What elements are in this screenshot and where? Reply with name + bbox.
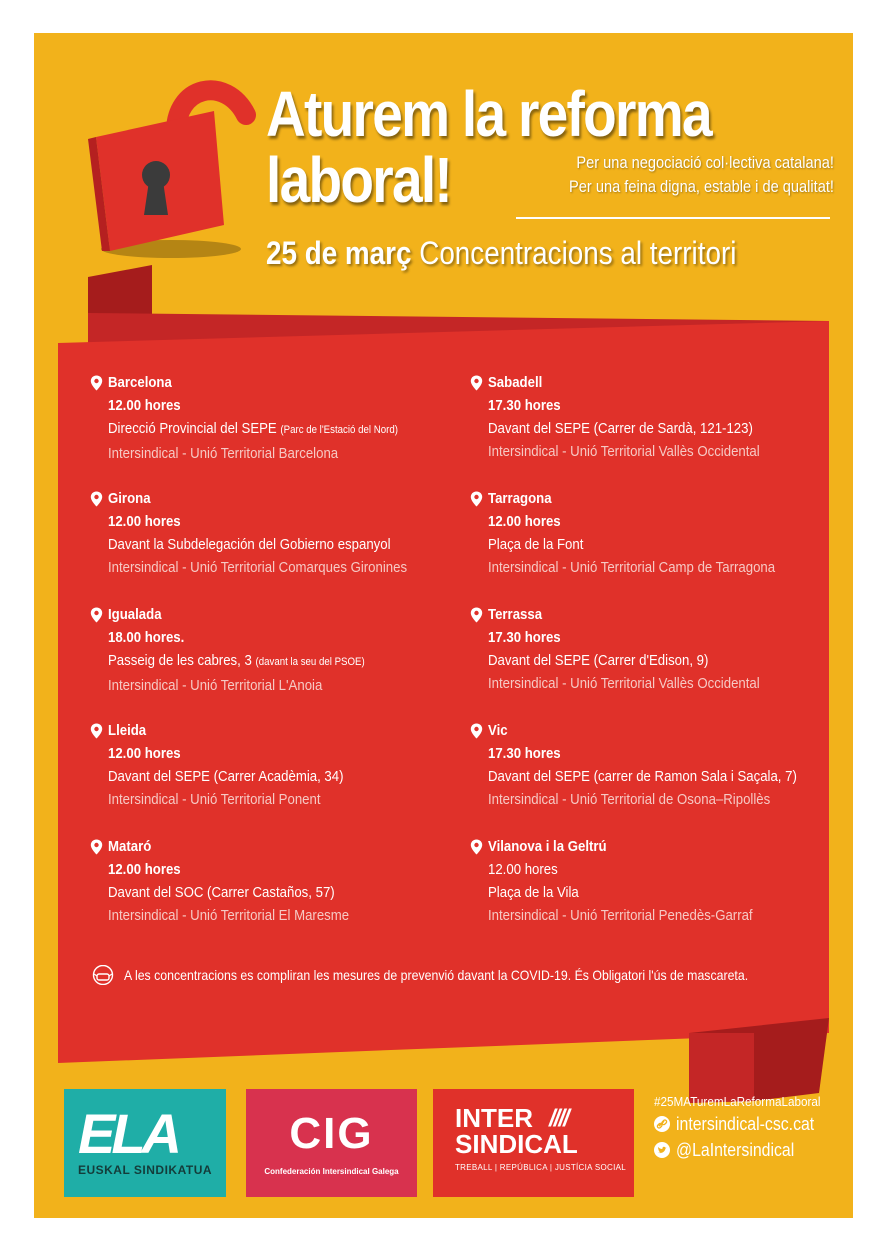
- event-item: [88, 487, 458, 579]
- subtitle-2: Per una feina digna, estable i de qualitat!: [569, 177, 834, 196]
- event-item: [88, 835, 458, 927]
- cig-logo-text: CIG: [289, 1109, 374, 1158]
- event-time: [468, 858, 838, 881]
- event-place-text: Davant del SEPE (Carrer d'Edison, 9): [488, 652, 709, 669]
- intersindical-logo-line-2: SINDICAL: [455, 1129, 578, 1159]
- subtitle-divider: [516, 217, 830, 219]
- event-place-wrap: [488, 417, 753, 440]
- event-city-name: Terrassa: [488, 606, 543, 623]
- location-pin-icon: [470, 491, 483, 507]
- face-mask-icon: [92, 965, 114, 985]
- event-organizer: [88, 674, 458, 697]
- event-place: [468, 765, 838, 788]
- event-place-wrap: [108, 765, 344, 788]
- event-time-text: 12.00 hores: [108, 745, 181, 762]
- event-organizer: [468, 904, 838, 927]
- event-place: [468, 533, 838, 556]
- event-organizer: [468, 556, 838, 579]
- intersindical-logo-subtitle: TREBALL | REPÚBLICA | JUSTÍCIA SOCIAL: [455, 1163, 627, 1172]
- event-city-name: Igualada: [108, 606, 162, 623]
- event-place: [468, 649, 838, 672]
- event-place-text: Davant del SEPE (Carrer de Sardà, 121-123): [488, 420, 753, 437]
- location-pin-icon: [470, 723, 483, 739]
- event-time: [468, 394, 838, 417]
- location-pin-icon: [90, 375, 103, 391]
- event-time-text: 17.30 hores: [488, 629, 561, 646]
- event-place: [468, 417, 838, 440]
- event-item: [468, 835, 838, 927]
- headline-line-1: Aturem la reforma: [266, 78, 711, 150]
- event-city-name: Vic: [488, 722, 508, 739]
- event-city: [468, 835, 838, 858]
- event-place-wrap: [108, 649, 365, 674]
- event-time-text: 12.00 hores: [488, 861, 558, 878]
- event-place: [88, 765, 458, 788]
- social-block: [654, 1093, 839, 1163]
- open-padlock-icon: [86, 65, 266, 265]
- event-organizer-text: Intersindical - Unió Territorial Camp de Tarragona: [488, 559, 776, 576]
- event-place-text: Davant del SOC (Carrer Castaños, 57): [108, 884, 335, 901]
- date-bold: 25 de març: [266, 235, 412, 271]
- event-city: [468, 603, 838, 626]
- covid-note-text: A les concentracions es compliran les mesures de prevenvió davant la COVID-19. És Obligatori l'ús de mascareta.: [124, 967, 749, 983]
- location-pin-icon: [470, 607, 483, 623]
- event-city-name: Girona: [108, 490, 151, 507]
- event-organizer-text: Intersindical - Unió Territorial Ponent: [108, 791, 321, 808]
- twitter-icon: [654, 1142, 670, 1158]
- event-city-name: Barcelona: [108, 374, 172, 391]
- event-place-text: Davant del SEPE (carrer de Ramon Sala i Saçala, 7): [488, 768, 797, 785]
- event-place: [88, 533, 458, 556]
- subtitle-1: Per una negociació col·lectiva catalana!: [576, 153, 834, 172]
- location-pin-icon: [470, 375, 483, 391]
- event-city-name: Vilanova i la Geltrú: [488, 838, 607, 855]
- event-time-text: 12.00 hores: [488, 513, 561, 530]
- event-organizer: [88, 904, 458, 927]
- event-city: [88, 603, 458, 626]
- intersindical-logo: [433, 1089, 634, 1197]
- event-time: [468, 510, 838, 533]
- intersindical-logo-slashes: ////: [549, 1105, 568, 1132]
- event-time: [88, 742, 458, 765]
- event-organizer-text: Intersindical - Unió Territorial Penedès-Garraf: [488, 907, 753, 924]
- link-icon: [654, 1116, 670, 1132]
- event-organizer-text: Intersindical - Unió Territorial El Maresme: [108, 907, 350, 924]
- event-time: [468, 626, 838, 649]
- event-time: [88, 394, 458, 417]
- event-place-text: Passeig de les cabres, 3: [108, 652, 252, 669]
- event-place: [468, 881, 838, 904]
- event-city-name: Sabadell: [488, 374, 543, 391]
- hashtag[interactable]: #25MATuremLaReformaLaboral: [654, 1094, 821, 1109]
- event-place-text: Plaça de la Vila: [488, 884, 579, 901]
- event-item: [88, 719, 458, 811]
- twitter-text: @LaIntersindical: [676, 1140, 795, 1160]
- event-organizer: [468, 672, 838, 695]
- event-place: [88, 649, 458, 674]
- event-city: [88, 371, 458, 394]
- event-organizer-text: Intersindical - Unió Territorial de Osona–Ripollès: [488, 791, 771, 808]
- cig-logo-subtitle: Confederación Intersindical Galega: [264, 1167, 399, 1176]
- event-time: [88, 510, 458, 533]
- event-place-wrap: [108, 881, 335, 904]
- event-place-detail: (davant la seu del PSOE): [255, 656, 365, 668]
- location-pin-icon: [90, 491, 103, 507]
- intersindical-logo-line-1: INTER: [455, 1103, 533, 1133]
- event-item: [468, 719, 838, 811]
- event-organizer-text: Intersindical - Unió Territorial Comarques Gironines: [108, 559, 408, 576]
- event-city-name: Mataró: [108, 838, 152, 855]
- event-city: [88, 487, 458, 510]
- event-place-wrap: [488, 533, 583, 556]
- event-place-wrap: [488, 765, 797, 788]
- event-place: [88, 881, 458, 904]
- event-place-detail: (Parc de l'Estació del Nord): [280, 424, 398, 436]
- event-organizer: [88, 788, 458, 811]
- event-city: [468, 719, 838, 742]
- event-time: [88, 858, 458, 881]
- event-time-text: 12.00 hores: [108, 861, 181, 878]
- event-organizer-text: Intersindical - Unió Territorial Vallès Occidental: [488, 443, 760, 460]
- location-pin-icon: [470, 839, 483, 855]
- event-time-text: 12.00 hores: [108, 397, 181, 414]
- event-time: [468, 742, 838, 765]
- event-item: [468, 371, 838, 463]
- event-item: [88, 603, 458, 697]
- event-time: [88, 626, 458, 649]
- event-city: [88, 835, 458, 858]
- ela-logo-subtitle: EUSKAL SINDIKATUA: [77, 1163, 213, 1177]
- event-place-wrap: [488, 649, 708, 672]
- location-pin-icon: [90, 839, 103, 855]
- location-pin-icon: [90, 607, 103, 623]
- event-place-text: Davant la Subdelegación del Gobierno espanyol: [108, 536, 391, 553]
- event-organizer: [468, 440, 838, 463]
- event-item: [468, 603, 838, 695]
- event-city: [468, 371, 838, 394]
- ela-logo: [64, 1089, 226, 1197]
- event-time-text: 12.00 hores: [108, 513, 181, 530]
- event-item: [468, 487, 838, 579]
- date-line: [266, 233, 736, 273]
- event-time-text: 17.30 hores: [488, 397, 561, 414]
- subtitles: [516, 151, 834, 199]
- event-city: [88, 719, 458, 742]
- event-place: [88, 417, 458, 442]
- event-city: [468, 487, 838, 510]
- event-organizer-text: Intersindical - Unió Territorial L'Anoia: [108, 677, 323, 694]
- event-organizer-text: Intersindical - Unió Territorial Barcelona: [108, 445, 339, 462]
- event-place-wrap: [108, 533, 391, 556]
- location-pin-icon: [90, 723, 103, 739]
- event-organizer: [88, 442, 458, 465]
- website-text: intersindical-csc.cat: [676, 1114, 815, 1134]
- event-organizer-text: Intersindical - Unió Territorial Vallès Occidental: [488, 675, 760, 692]
- event-organizer: [88, 556, 458, 579]
- event-place-text: Plaça de la Font: [488, 536, 584, 553]
- event-organizer: [468, 788, 838, 811]
- event-place-wrap: [108, 417, 398, 442]
- event-city-name: Tarragona: [488, 490, 552, 507]
- headline-line-2: laboral!: [266, 144, 452, 216]
- poster: [34, 33, 853, 1218]
- event-place-text: Davant del SEPE (Carrer Acadèmia, 34): [108, 768, 344, 785]
- event-place-text: Direcció Provincial del SEPE: [108, 420, 277, 437]
- event-place-wrap: [488, 881, 579, 904]
- event-item: [88, 371, 458, 465]
- event-time-text: 17.30 hores: [488, 745, 561, 762]
- event-city-name: Lleida: [108, 722, 147, 739]
- twitter-link[interactable]: [654, 1137, 839, 1163]
- cig-logo: [246, 1089, 417, 1197]
- website-link[interactable]: [654, 1111, 839, 1137]
- date-rest: Concentracions al territori: [419, 235, 737, 271]
- ela-logo-text: ELA: [78, 1102, 178, 1165]
- event-time-text: 18.00 hores.: [108, 629, 185, 646]
